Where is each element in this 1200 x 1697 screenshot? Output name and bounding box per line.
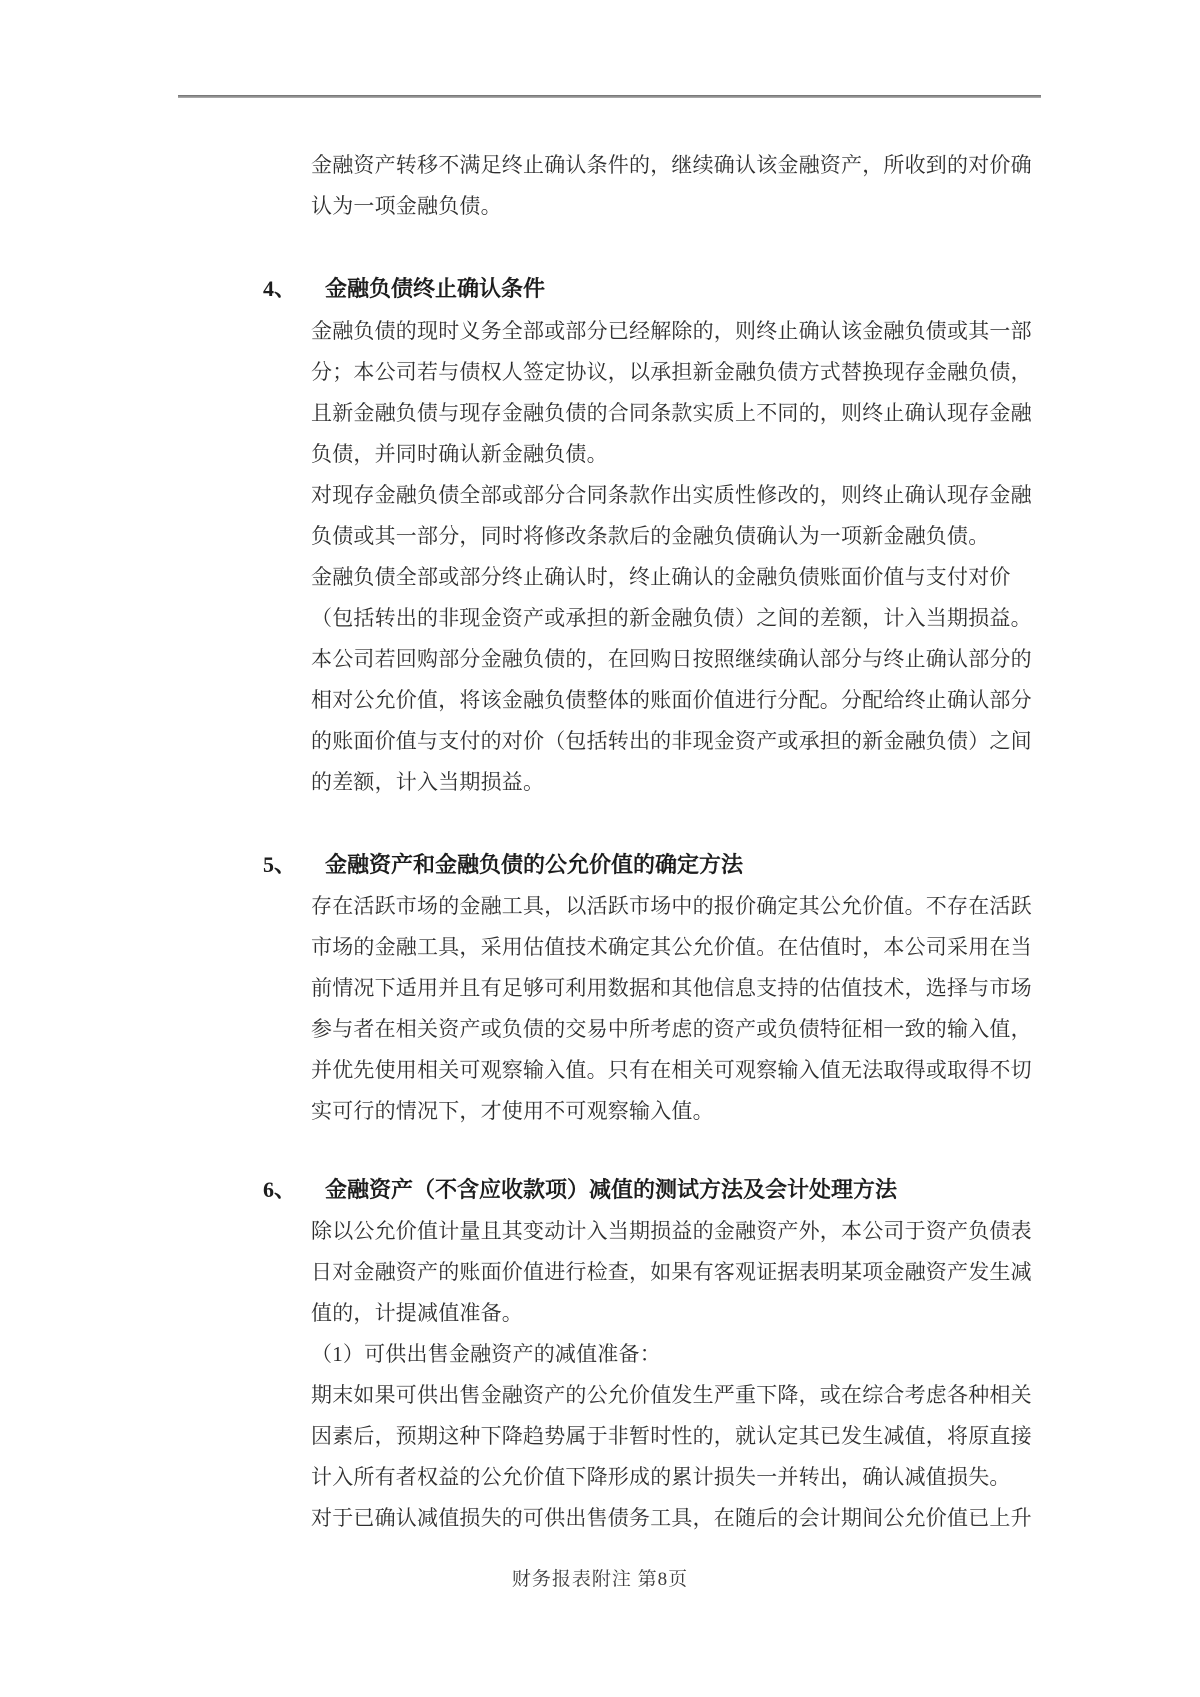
section-body [311, 1211, 1032, 1539]
section-body-line: 相对公允价值，将该金融负债整体的账面价值进行分配。分配给终止确认部分 [311, 688, 1032, 712]
section-body-line: 的差额，计入当期损益。 [311, 770, 545, 794]
continuation-line: 认为一项金融负债。 [311, 194, 502, 218]
section-title: 金融资产（不含应收款项）减值的测试方法及会计处理方法 [325, 1177, 898, 1202]
continuation-line: 金融资产转移不满足终止确认条件的，继续确认该金融资产，所收到的对价确 [311, 153, 1032, 177]
section-body-line: 参与者在相关资产或负债的交易中所考虑的资产或负债特征相一致的输入值， [311, 1017, 1032, 1041]
section-heading [263, 844, 743, 885]
section-body-line: （1）可供出售金融资产的减值准备： [311, 1342, 661, 1366]
section-heading [263, 268, 545, 309]
section-number: 6、 [263, 1177, 297, 1202]
section-body-line: 日对金融资产的账面价值进行检查，如果有客观证据表明某项金融资产发生减 [311, 1260, 1032, 1284]
section-body-line: 市场的金融工具，采用估值技术确定其公允价值。在估值时，本公司采用在当 [311, 935, 1032, 959]
section-body-line: 并优先使用相关可观察输入值。只有在相关可观察输入值无法取得或取得不切 [311, 1058, 1032, 1082]
section-body-line: 存在活跃市场的金融工具，以活跃市场中的报价确定其公允价值。不存在活跃 [311, 894, 1032, 918]
section-body-line: 除以公允价值计量且其变动计入当期损益的金融资产外，本公司于资产负债表 [311, 1219, 1032, 1243]
section-body [311, 311, 1032, 803]
section-body-line: 负债，并同时确认新金融负债。 [311, 442, 608, 466]
section-body-line: 期末如果可供出售金融资产的公允价值发生严重下降，或在综合考虑各种相关 [311, 1383, 1032, 1407]
section-body-line: 值的，计提减值准备。 [311, 1301, 523, 1325]
section-body-line: 的账面价值与支付的对价（包括转出的非现金资产或承担的新金融负债）之间 [311, 729, 1032, 753]
section-body-line: 本公司若回购部分金融负债的，在回购日按照继续确认部分与终止确认部分的 [311, 647, 1032, 671]
section-body-line: 分；本公司若与债权人签定协议，以承担新金融负债方式替换现存金融负债， [311, 360, 1032, 384]
page-footer [0, 1566, 1200, 1594]
section-body-line: 对于已确认减值损失的可供出售债务工具，在随后的会计期间公允价值已上升 [311, 1506, 1032, 1530]
section-body-line: 对现存金融负债全部或部分合同条款作出实质性修改的，则终止确认现存金融 [311, 483, 1032, 507]
footer-text: 财务报表附注 第8页 [511, 1569, 689, 1590]
section-body-line: 金融负债全部或部分终止确认时，终止确认的金融负债账面价值与支付对价 [311, 565, 1011, 589]
section-title: 金融资产和金融负债的公允价值的确定方法 [325, 852, 744, 877]
header-rule [178, 95, 1041, 98]
section-number: 4、 [263, 276, 297, 301]
section-body-line: 前情况下适用并且有足够可利用数据和其他信息支持的估值技术，选择与市场 [311, 976, 1032, 1000]
section-body-line: 负债或其一部分，同时将修改条款后的金融负债确认为一项新金融负债。 [311, 524, 990, 548]
section-title: 金融负债终止确认条件 [325, 276, 546, 301]
section-body-line: 金融负债的现时义务全部或部分已经解除的，则终止确认该金融负债或其一部 [311, 319, 1032, 343]
section-body-line: 计入所有者权益的公允价值下降形成的累计损失一并转出，确认减值损失。 [311, 1465, 1011, 1489]
section-body-line: 且新金融负债与现存金融负债的合同条款实质上不同的，则终止确认现存金融 [311, 401, 1032, 425]
continuation-paragraph [311, 145, 1032, 227]
section-heading [263, 1169, 897, 1210]
section-body-line: 因素后，预期这种下降趋势属于非暂时性的，就认定其已发生减值，将原直接 [311, 1424, 1032, 1448]
section-body-line: （包括转出的非现金资产或承担的新金融负债）之间的差额，计入当期损益。 [311, 606, 1032, 630]
section-number: 5、 [263, 852, 297, 877]
section-body-line: 实可行的情况下，才使用不可观察输入值。 [311, 1099, 714, 1123]
section-body [311, 886, 1032, 1132]
